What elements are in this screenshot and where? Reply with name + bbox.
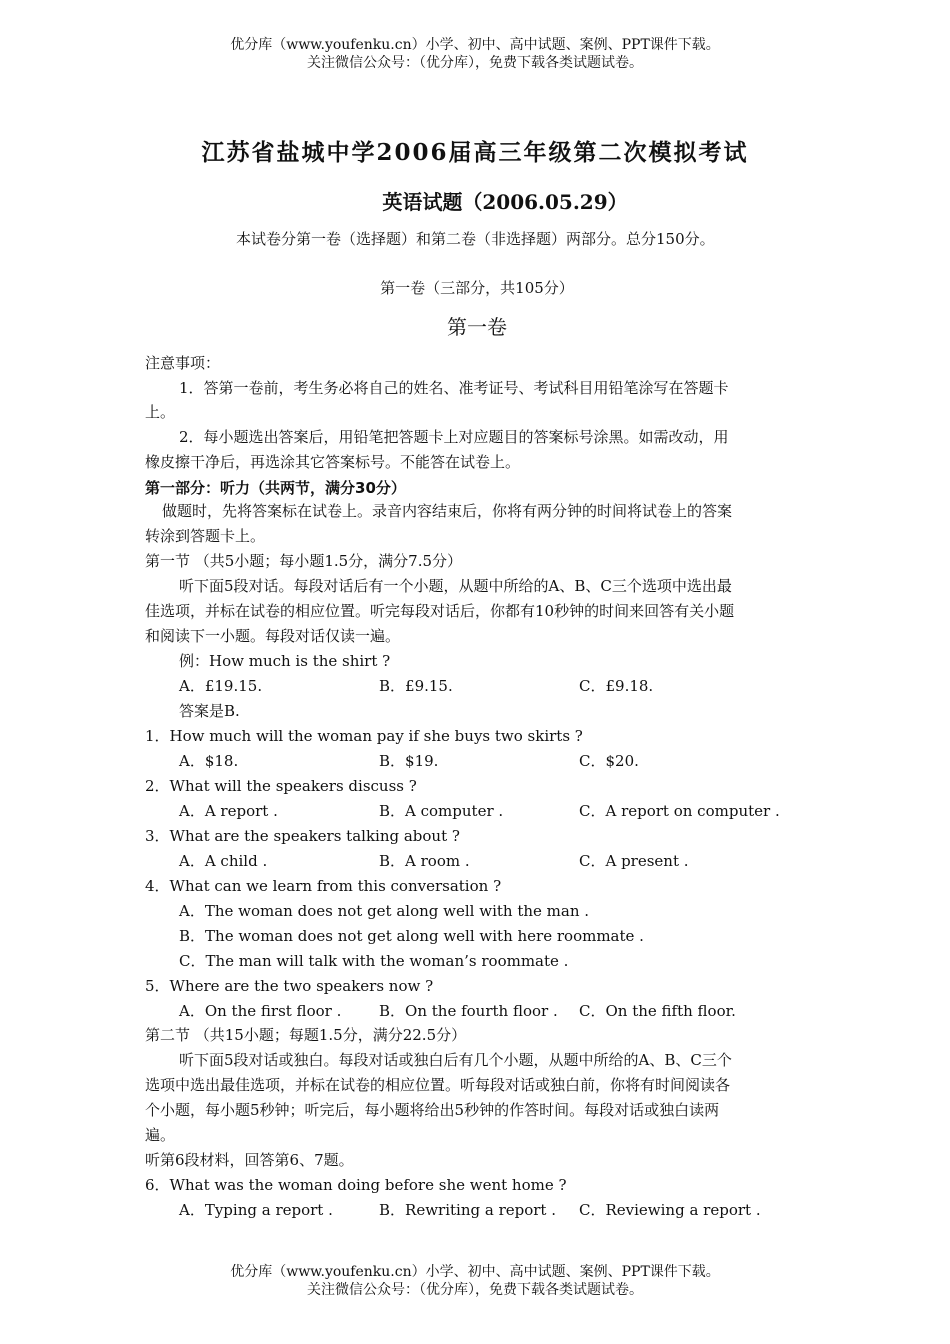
part1-heading: 第一部分：听力（共两节，满分30分） [145, 479, 406, 497]
q2-option-c: C．A report on computer . [579, 802, 780, 820]
section2-instructions-2: 选项中选出最佳选项，并标在试卷的相应位置。听每段对话或独白前，你将有时间阅读各 [145, 1076, 731, 1094]
q1-option-c: C．$20. [579, 752, 639, 770]
q1-option-b: B．$19. [379, 752, 439, 770]
question-5: 5．Where are the two speakers now ? [145, 977, 434, 995]
exam-title: 江苏省盐城中学2006届高三年级第二次模拟考试 [201, 139, 749, 166]
example-option-c: C．£9.18. [579, 677, 654, 695]
q2-option-b: B．A computer . [379, 802, 504, 820]
q5-option-c: C．On the fifth floor. [579, 1002, 736, 1020]
question-1: 1．How much will the woman pay if she buys two skirts ? [145, 727, 583, 745]
note-2-cont: 橡皮擦干净后，再选涂其它答案标号。不能答在试卷上。 [145, 453, 521, 471]
header-line-1: 优分库（www.youfenku.cn）小学、初中、高中试题、案例、PPT课件下载。 [230, 37, 720, 53]
q4-option-c: C．The man will talk with the woman’s roommate . [179, 952, 569, 970]
part1-instructions: 做题时，先将答案标在试卷上。录音内容结束后，你将有两分钟的时间将试卷上的答案 [162, 502, 733, 520]
exam-subtitle: 英语试题（2006.05.29） [382, 190, 628, 214]
section1-instructions-2: 佳选项，并标在试卷的相应位置。听完每段对话后，你都有10秒钟的时间来回答有关小题 [145, 602, 735, 620]
example-option-b: B．£9.15. [379, 677, 453, 695]
q6-option-c: C．Reviewing a report . [579, 1201, 761, 1219]
footer-line-1: 优分库（www.youfenku.cn）小学、初中、高中试题、案例、PPT课件下载。 [230, 1264, 720, 1280]
note-1: 1．答第一卷前，考生务必将自己的姓名、准考证号、考试科目用铅笔涂写在答题卡 [179, 379, 729, 397]
question-3: 3．What are the speakers talking about ? [145, 827, 460, 845]
question-6: 6．What was the woman doing before she went home ? [145, 1176, 567, 1194]
q1-option-a: A．$18. [179, 752, 239, 770]
header-line-2: 关注微信公众号：（优分库），免费下载各类试题试卷。 [307, 55, 643, 71]
note-1-cont: 上。 [145, 403, 176, 421]
question-2: 2．What will the speakers discuss ? [145, 777, 417, 795]
notes-heading: 注意事项： [145, 354, 221, 372]
section1-instructions: 听下面5段对话。每段对话后有一个小题，从题中所给的A、B、C三个选项中选出最 [179, 577, 732, 595]
q2-option-a: A．A report . [179, 802, 278, 820]
q5-option-a: A．On the first floor . [179, 1002, 342, 1020]
q4-option-b: B．The woman does not get along well with here roommate . [179, 927, 644, 945]
section2-heading: 第二节 （共15小题；每题1.5分，满分22.5分） [145, 1026, 467, 1044]
section1-instructions-3: 和阅读下一小题。每段对话仅读一遍。 [145, 627, 401, 645]
q6-option-b: B．Rewriting a report . [379, 1201, 556, 1219]
q3-option-a: A．A child . [179, 852, 268, 870]
footer-line-2: 关注微信公众号：（优分库），免费下载各类试题试卷。 [307, 1282, 643, 1298]
q6-option-a: A．Typing a report . [179, 1201, 333, 1219]
volume-title: 第一卷 [447, 315, 507, 339]
part1-instructions-cont: 转涂到答题卡上。 [145, 527, 266, 545]
section2-instructions-4: 遍。 [145, 1126, 176, 1144]
example-question: 例：How much is the shirt ? [179, 652, 391, 670]
q5-option-b: B．On the fourth floor . [379, 1002, 558, 1020]
q3-option-c: C．A present . [579, 852, 689, 870]
question-4: 4．What can we learn from this conversation ? [145, 877, 502, 895]
volume-summary: 第一卷（三部分，共105分） [380, 279, 574, 297]
example-answer: 答案是B. [179, 702, 240, 720]
exam-body [145, 0, 809, 1344]
q3-option-b: B．A room . [379, 852, 470, 870]
section1-heading: 第一节 （共5小题；每小题1.5分，满分7.5分） [145, 552, 463, 570]
note-2: 2．每小题选出答案后，用铅笔把答题卡上对应题目的答案标号涂黑。如需改动，用 [179, 428, 729, 446]
q4-option-a: A．The woman does not get along well with the man . [179, 902, 590, 920]
exam-intro: 本试卷分第一卷（选择题）和第二卷（非选择题）两部分。总分150分。 [236, 230, 715, 248]
section2-instructions: 听下面5段对话或独白。每段对话或独白后有几个小题，从题中所给的A、B、C三个 [179, 1051, 732, 1069]
material-6-intro: 听第6段材料，回答第6、7题。 [145, 1151, 354, 1169]
section2-instructions-3: 个小题，每小题5秒钟；听完后，每小题将给出5秒钟的作答时间。每段对话或独白读两 [145, 1101, 720, 1119]
example-option-a: A．£19.15. [179, 677, 263, 695]
